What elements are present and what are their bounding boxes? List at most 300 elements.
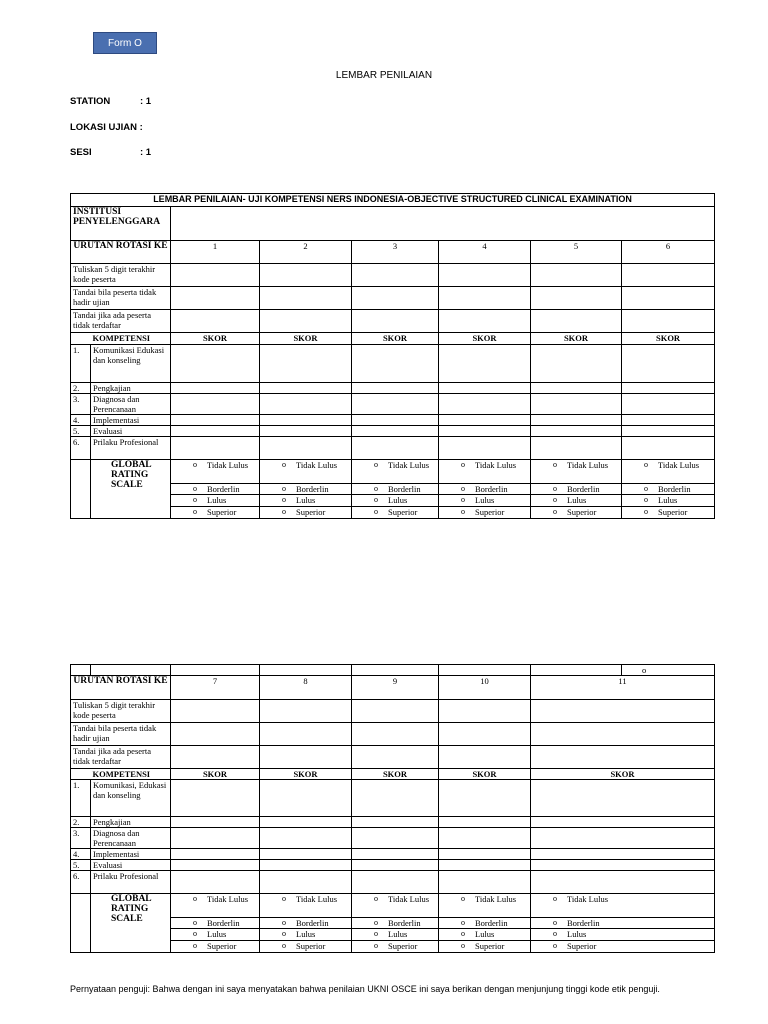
entry-cell[interactable] xyxy=(171,264,260,287)
radio-bullet-icon: o xyxy=(461,460,465,469)
rating-option[interactable] xyxy=(622,484,715,495)
rating-option-label: Borderlin xyxy=(296,484,329,494)
entry-cell[interactable] xyxy=(171,700,260,723)
score-cell[interactable] xyxy=(531,871,715,894)
score-cell[interactable] xyxy=(171,437,260,460)
entry-cell[interactable] xyxy=(439,723,531,746)
radio-bullet-icon: o xyxy=(193,495,197,504)
page-title: LEMBAR PENILAIAN xyxy=(335,70,433,81)
score-cell[interactable] xyxy=(531,828,715,849)
radio-bullet-icon: o xyxy=(282,918,286,927)
rating-option[interactable] xyxy=(352,495,439,507)
rating-option-label: Lulus xyxy=(475,929,495,939)
rating-option[interactable] xyxy=(171,929,260,941)
competency-label: Diagnosa dan Perencanaan xyxy=(91,394,171,415)
skor-header: SKOR xyxy=(171,769,260,780)
empty-cell xyxy=(531,665,622,676)
radio-bullet-icon: o xyxy=(374,495,378,504)
radio-bullet-icon: o xyxy=(193,460,197,469)
competency-number: 5. xyxy=(71,426,91,437)
radio-bullet-icon: o xyxy=(374,929,378,938)
institusi-label: INSTITUSI PENYELENGGARA xyxy=(71,207,171,241)
sesi-value: : 1 xyxy=(140,147,152,158)
skor-header: SKOR xyxy=(260,333,352,345)
rating-option[interactable] xyxy=(439,929,531,941)
rating-option[interactable] xyxy=(171,941,260,953)
rating-option[interactable] xyxy=(439,484,531,495)
competency-label: Prilaku Profesional xyxy=(91,871,171,894)
competency-row xyxy=(71,345,715,383)
rating-option-label: Tidak Lulus xyxy=(207,894,249,904)
radio-bullet-icon: o xyxy=(553,460,557,469)
score-cell[interactable] xyxy=(439,780,531,817)
rating-option[interactable] xyxy=(260,929,352,941)
score-cell[interactable] xyxy=(439,871,531,894)
entry-cell[interactable] xyxy=(171,746,260,769)
rating-option-label: Borderlin xyxy=(388,918,421,928)
kode-label: Tuliskan 5 digit terakhir kode peserta xyxy=(71,700,171,723)
competency-row xyxy=(71,871,715,894)
rating-option-label: Tidak Lulus xyxy=(475,460,517,470)
score-cell[interactable] xyxy=(260,828,352,849)
rating-option[interactable] xyxy=(352,918,439,929)
rating-option-label: Tidak Lulus xyxy=(475,894,517,904)
empty-cell xyxy=(71,665,91,676)
radio-bullet-icon: o xyxy=(282,894,286,903)
score-cell[interactable] xyxy=(171,383,260,394)
rating-option-label: Lulus xyxy=(388,929,408,939)
tidak-terdaftar-label: Tandai jika ada peserta tidak terdaftar xyxy=(71,310,171,333)
rating-option[interactable] xyxy=(531,460,622,484)
empty-cell xyxy=(439,665,531,676)
score-cell[interactable] xyxy=(439,394,531,415)
score-cell[interactable] xyxy=(352,345,439,383)
score-cell[interactable] xyxy=(352,394,439,415)
score-cell[interactable] xyxy=(531,394,622,415)
examiner-statement: Pernyataan penguji: Bahwa dengan ini saya menyatakan bahwa penilaian UKNI OSCE ini saya berikan dengan menjunjung tinggi kode etik penguji. xyxy=(70,984,660,994)
radio-bullet-icon: o xyxy=(193,894,197,903)
score-cell[interactable] xyxy=(260,871,352,894)
rating-option[interactable] xyxy=(352,507,439,519)
score-cell[interactable] xyxy=(622,426,715,437)
competency-row xyxy=(71,437,715,460)
station-value: : 1 xyxy=(140,96,152,107)
station-label: STATION xyxy=(70,96,111,107)
entry-cell[interactable] xyxy=(171,310,260,333)
score-cell[interactable] xyxy=(260,849,352,860)
institusi-field[interactable] xyxy=(171,207,715,241)
score-cell[interactable] xyxy=(531,780,715,817)
radio-bullet-icon: o xyxy=(553,941,557,950)
entry-cell[interactable] xyxy=(171,723,260,746)
rating-option[interactable] xyxy=(352,894,439,918)
kompetensi-label: KOMPETENSI xyxy=(91,333,171,345)
rating-option[interactable] xyxy=(171,507,260,519)
lokasi-line xyxy=(70,122,143,133)
rotation-number: 3 xyxy=(352,241,439,264)
entry-cell[interactable] xyxy=(352,287,439,310)
rating-option-label: Tidak Lulus xyxy=(296,894,338,904)
score-cell[interactable] xyxy=(439,828,531,849)
score-cell[interactable] xyxy=(439,849,531,860)
skor-header: SKOR xyxy=(439,333,531,345)
rating-option-label: Borderlin xyxy=(475,918,508,928)
rating-option[interactable] xyxy=(622,460,715,484)
urutan-label: URUTAN ROTASI KE xyxy=(71,241,171,264)
rating-option-label: Superior xyxy=(567,507,597,517)
radio-bullet-icon: o xyxy=(461,929,465,938)
score-cell[interactable] xyxy=(352,817,439,828)
competency-number: 2. xyxy=(71,383,91,394)
radio-bullet-icon: o xyxy=(553,495,557,504)
score-cell[interactable] xyxy=(352,871,439,894)
empty-cell xyxy=(71,769,91,780)
radio-bullet-icon: o xyxy=(644,460,648,469)
assessment-table-2 xyxy=(70,664,715,953)
score-cell[interactable] xyxy=(171,817,260,828)
competency-label: Pengkajian xyxy=(91,817,171,828)
rating-option[interactable] xyxy=(352,460,439,484)
tidak-hadir-row xyxy=(71,287,715,310)
kompetensi-label: KOMPETENSI xyxy=(91,769,171,780)
kode-label: Tuliskan 5 digit terakhir kode peserta xyxy=(71,264,171,287)
rating-option-label: Lulus xyxy=(658,495,678,505)
tidak-hadir-row xyxy=(71,723,715,746)
rating-option-label: Borderlin xyxy=(658,484,691,494)
rating-option-label: Lulus xyxy=(207,495,227,505)
radio-bullet-icon: o xyxy=(193,941,197,950)
entry-cell[interactable] xyxy=(439,746,531,769)
rating-option[interactable] xyxy=(260,460,352,484)
radio-bullet-icon: o xyxy=(374,918,378,927)
rotation-number: 1 xyxy=(171,241,260,264)
kode-row xyxy=(71,700,715,723)
rating-option[interactable] xyxy=(439,507,531,519)
lokasi-label: LOKASI UJIAN : xyxy=(70,122,143,133)
radio-bullet-icon: o xyxy=(553,484,557,493)
empty-cell xyxy=(71,333,91,345)
score-cell[interactable] xyxy=(171,345,260,383)
competency-number: 2. xyxy=(71,817,91,828)
skor-header: SKOR xyxy=(439,769,531,780)
sesi-label: SESI xyxy=(70,147,92,158)
competency-number: 4. xyxy=(71,849,91,860)
entry-cell[interactable] xyxy=(439,310,531,333)
rating-option[interactable] xyxy=(260,507,352,519)
rating-option[interactable] xyxy=(352,484,439,495)
rating-option[interactable] xyxy=(622,495,715,507)
rating-option[interactable] xyxy=(622,507,715,519)
kode-row xyxy=(71,264,715,287)
score-cell[interactable] xyxy=(352,828,439,849)
rating-option-label: Lulus xyxy=(296,929,316,939)
radio-bullet-icon: o xyxy=(374,507,378,516)
rating-option-label: Lulus xyxy=(567,495,587,505)
score-cell[interactable] xyxy=(352,860,439,871)
rating-option[interactable] xyxy=(260,894,352,918)
competency-label: Komunikasi Edukasi dan konseling xyxy=(91,345,171,383)
score-cell[interactable] xyxy=(439,383,531,394)
competency-row xyxy=(71,849,715,860)
competency-label: Implementasi xyxy=(91,849,171,860)
rating-option-label: Superior xyxy=(475,941,505,951)
radio-bullet-icon: o xyxy=(282,941,286,950)
score-cell[interactable] xyxy=(622,415,715,426)
rating-option-label: Superior xyxy=(207,507,237,517)
entry-cell[interactable] xyxy=(171,287,260,310)
radio-bullet-icon: o xyxy=(553,507,557,516)
score-cell[interactable] xyxy=(531,426,622,437)
rating-option[interactable] xyxy=(171,918,260,929)
score-cell[interactable] xyxy=(260,345,352,383)
rating-option-label: Lulus xyxy=(296,495,316,505)
radio-bullet-icon: o xyxy=(282,495,286,504)
rating-option-label: Borderlin xyxy=(296,918,329,928)
entry-cell[interactable] xyxy=(260,746,352,769)
competency-label: Implementasi xyxy=(91,415,171,426)
skor-header: SKOR xyxy=(352,769,439,780)
rating-option-label: Tidak Lulus xyxy=(296,460,338,470)
empty-cell xyxy=(91,665,171,676)
rating-option-label: Lulus xyxy=(475,495,495,505)
radio-bullet-icon: o xyxy=(644,484,648,493)
entry-cell[interactable] xyxy=(531,723,715,746)
radio-bullet-icon: o xyxy=(374,894,378,903)
radio-bullet-icon: o xyxy=(374,484,378,493)
radio-bullet-icon: o xyxy=(553,929,557,938)
competency-row xyxy=(71,828,715,849)
radio-bullet-icon: o xyxy=(644,495,648,504)
score-cell[interactable] xyxy=(352,415,439,426)
score-cell[interactable] xyxy=(260,437,352,460)
rotation-number: 11 xyxy=(531,676,715,700)
score-cell[interactable] xyxy=(531,849,715,860)
rating-option[interactable] xyxy=(439,894,531,918)
entry-cell[interactable] xyxy=(352,264,439,287)
tidak-terdaftar-label: Tandai jika ada peserta tidak terdaftar xyxy=(71,746,171,769)
competency-row xyxy=(71,415,715,426)
rotation-number: 8 xyxy=(260,676,352,700)
rating-option[interactable] xyxy=(439,495,531,507)
radio-bullet-icon: o xyxy=(553,918,557,927)
rating-option[interactable] xyxy=(531,894,715,918)
competency-number: 1. xyxy=(71,780,91,817)
rating-option[interactable] xyxy=(531,495,622,507)
rating-option[interactable] xyxy=(352,929,439,941)
rating-option[interactable] xyxy=(439,941,531,953)
tidak-hadir-label: Tandai bila peserta tidak hadir ujian xyxy=(71,723,171,746)
score-cell[interactable] xyxy=(171,828,260,849)
rotation-number: 10 xyxy=(439,676,531,700)
entry-cell[interactable] xyxy=(260,723,352,746)
rating-option[interactable] xyxy=(531,484,622,495)
score-cell[interactable] xyxy=(171,871,260,894)
entry-cell[interactable] xyxy=(260,310,352,333)
competency-number: 6. xyxy=(71,871,91,894)
rating-option[interactable] xyxy=(260,484,352,495)
entry-cell[interactable] xyxy=(622,310,715,333)
score-cell[interactable] xyxy=(531,860,715,871)
score-cell[interactable] xyxy=(260,860,352,871)
rating-option[interactable] xyxy=(439,460,531,484)
radio-bullet-icon: o xyxy=(461,918,465,927)
score-cell[interactable] xyxy=(352,437,439,460)
entry-cell[interactable] xyxy=(622,287,715,310)
score-cell[interactable] xyxy=(439,437,531,460)
rating-option[interactable] xyxy=(439,918,531,929)
rating-option-label: Superior xyxy=(207,941,237,951)
score-cell[interactable] xyxy=(352,383,439,394)
competency-label: Evaluasi xyxy=(91,860,171,871)
score-cell[interactable] xyxy=(260,394,352,415)
score-cell[interactable] xyxy=(171,780,260,817)
entry-cell[interactable] xyxy=(439,264,531,287)
score-cell[interactable] xyxy=(171,860,260,871)
radio-bullet-icon: o xyxy=(553,894,557,903)
competency-row xyxy=(71,394,715,415)
score-cell[interactable] xyxy=(622,383,715,394)
rating-option[interactable] xyxy=(171,484,260,495)
score-cell[interactable] xyxy=(171,426,260,437)
entry-cell[interactable] xyxy=(260,700,352,723)
empty-cell xyxy=(260,665,352,676)
rating-option-label: Superior xyxy=(658,507,688,517)
rotation-number: 7 xyxy=(171,676,260,700)
score-cell[interactable] xyxy=(260,780,352,817)
empty-cell xyxy=(171,665,260,676)
entry-cell[interactable] xyxy=(439,287,531,310)
score-cell[interactable] xyxy=(439,860,531,871)
entry-cell[interactable] xyxy=(352,723,439,746)
rotation-number: 6 xyxy=(622,241,715,264)
entry-cell[interactable] xyxy=(260,264,352,287)
entry-cell[interactable] xyxy=(439,700,531,723)
entry-cell[interactable] xyxy=(260,287,352,310)
skor-header: SKOR xyxy=(260,769,352,780)
competency-label: Prilaku Profesional xyxy=(91,437,171,460)
rating-option-label: Borderlin xyxy=(388,484,421,494)
radio-bullet-icon: o xyxy=(461,495,465,504)
rating-option-label: Lulus xyxy=(567,929,587,939)
score-cell[interactable] xyxy=(439,415,531,426)
score-cell[interactable] xyxy=(171,394,260,415)
rating-option-label: Borderlin xyxy=(207,484,240,494)
score-cell[interactable] xyxy=(260,426,352,437)
rating-option-label: Tidak Lulus xyxy=(388,894,430,904)
score-cell[interactable] xyxy=(531,345,622,383)
score-cell[interactable] xyxy=(171,415,260,426)
rating-row xyxy=(71,460,715,484)
form-o-button[interactable]: Form O xyxy=(93,32,157,54)
rating-option[interactable] xyxy=(260,941,352,953)
entry-cell[interactable] xyxy=(352,746,439,769)
score-cell[interactable] xyxy=(260,383,352,394)
rating-option-label: Tidak Lulus xyxy=(658,460,700,470)
sesi-line xyxy=(70,147,151,158)
rating-option[interactable] xyxy=(171,495,260,507)
score-cell[interactable] xyxy=(531,383,622,394)
entry-cell[interactable] xyxy=(531,287,622,310)
rating-option[interactable] xyxy=(531,507,622,519)
competency-label: Pengkajian xyxy=(91,383,171,394)
rotation-number: 2 xyxy=(260,241,352,264)
skor-header: SKOR xyxy=(531,769,715,780)
rating-option[interactable] xyxy=(531,941,715,953)
score-cell[interactable] xyxy=(622,345,715,383)
skor-header: SKOR xyxy=(531,333,622,345)
entry-cell[interactable] xyxy=(531,700,715,723)
score-cell[interactable] xyxy=(439,345,531,383)
score-cell[interactable] xyxy=(260,817,352,828)
competency-number: 1. xyxy=(71,345,91,383)
rotation-number: 5 xyxy=(531,241,622,264)
rating-option-label: Superior xyxy=(296,941,326,951)
rating-option[interactable] xyxy=(260,495,352,507)
entry-cell[interactable] xyxy=(531,310,622,333)
rating-option-label: Borderlin xyxy=(207,918,240,928)
rating-option[interactable] xyxy=(171,460,260,484)
rating-option-label: Superior xyxy=(475,507,505,517)
radio-bullet-icon: o xyxy=(282,460,286,469)
rating-option-label: Borderlin xyxy=(475,484,508,494)
rating-option[interactable] xyxy=(531,918,715,929)
entry-cell[interactable] xyxy=(531,264,622,287)
score-cell[interactable] xyxy=(622,394,715,415)
score-cell[interactable] xyxy=(622,437,715,460)
rating-option[interactable] xyxy=(531,929,715,941)
entry-cell[interactable] xyxy=(352,310,439,333)
score-cell[interactable] xyxy=(531,437,622,460)
rating-option[interactable] xyxy=(171,894,260,918)
entry-cell[interactable] xyxy=(622,264,715,287)
bullet-symbol: o xyxy=(622,665,715,676)
entry-cell[interactable] xyxy=(352,700,439,723)
score-cell[interactable] xyxy=(260,415,352,426)
score-cell[interactable] xyxy=(439,817,531,828)
rating-option[interactable] xyxy=(260,918,352,929)
skor-header: SKOR xyxy=(352,333,439,345)
competency-number: 3. xyxy=(71,394,91,415)
entry-cell[interactable] xyxy=(531,746,715,769)
station-line xyxy=(70,96,151,107)
assessment-table-1 xyxy=(70,193,715,519)
radio-bullet-icon: o xyxy=(461,941,465,950)
score-cell[interactable] xyxy=(171,849,260,860)
radio-bullet-icon: o xyxy=(282,507,286,516)
rotation-number: 9 xyxy=(352,676,439,700)
radio-bullet-icon: o xyxy=(461,507,465,516)
empty-cell xyxy=(71,894,91,953)
competency-row xyxy=(71,780,715,817)
radio-bullet-icon: o xyxy=(193,507,197,516)
global-rating-label: GLOBAL RATING SCALE xyxy=(91,460,171,519)
rating-option-label: Tidak Lulus xyxy=(567,894,609,904)
radio-bullet-icon: o xyxy=(461,484,465,493)
rating-row xyxy=(71,894,715,918)
score-cell[interactable] xyxy=(531,817,715,828)
score-cell[interactable] xyxy=(439,426,531,437)
global-rating-label: GLOBAL RATING SCALE xyxy=(91,894,171,953)
score-cell[interactable] xyxy=(352,849,439,860)
rating-option-label: Superior xyxy=(388,941,418,951)
rating-option[interactable] xyxy=(352,941,439,953)
rating-option-label: Lulus xyxy=(207,929,227,939)
competency-number: 4. xyxy=(71,415,91,426)
score-cell[interactable] xyxy=(352,426,439,437)
score-cell[interactable] xyxy=(531,415,622,426)
competency-label: Komunikasi, Edukasi dan konseling xyxy=(91,780,171,817)
score-cell[interactable] xyxy=(352,780,439,817)
